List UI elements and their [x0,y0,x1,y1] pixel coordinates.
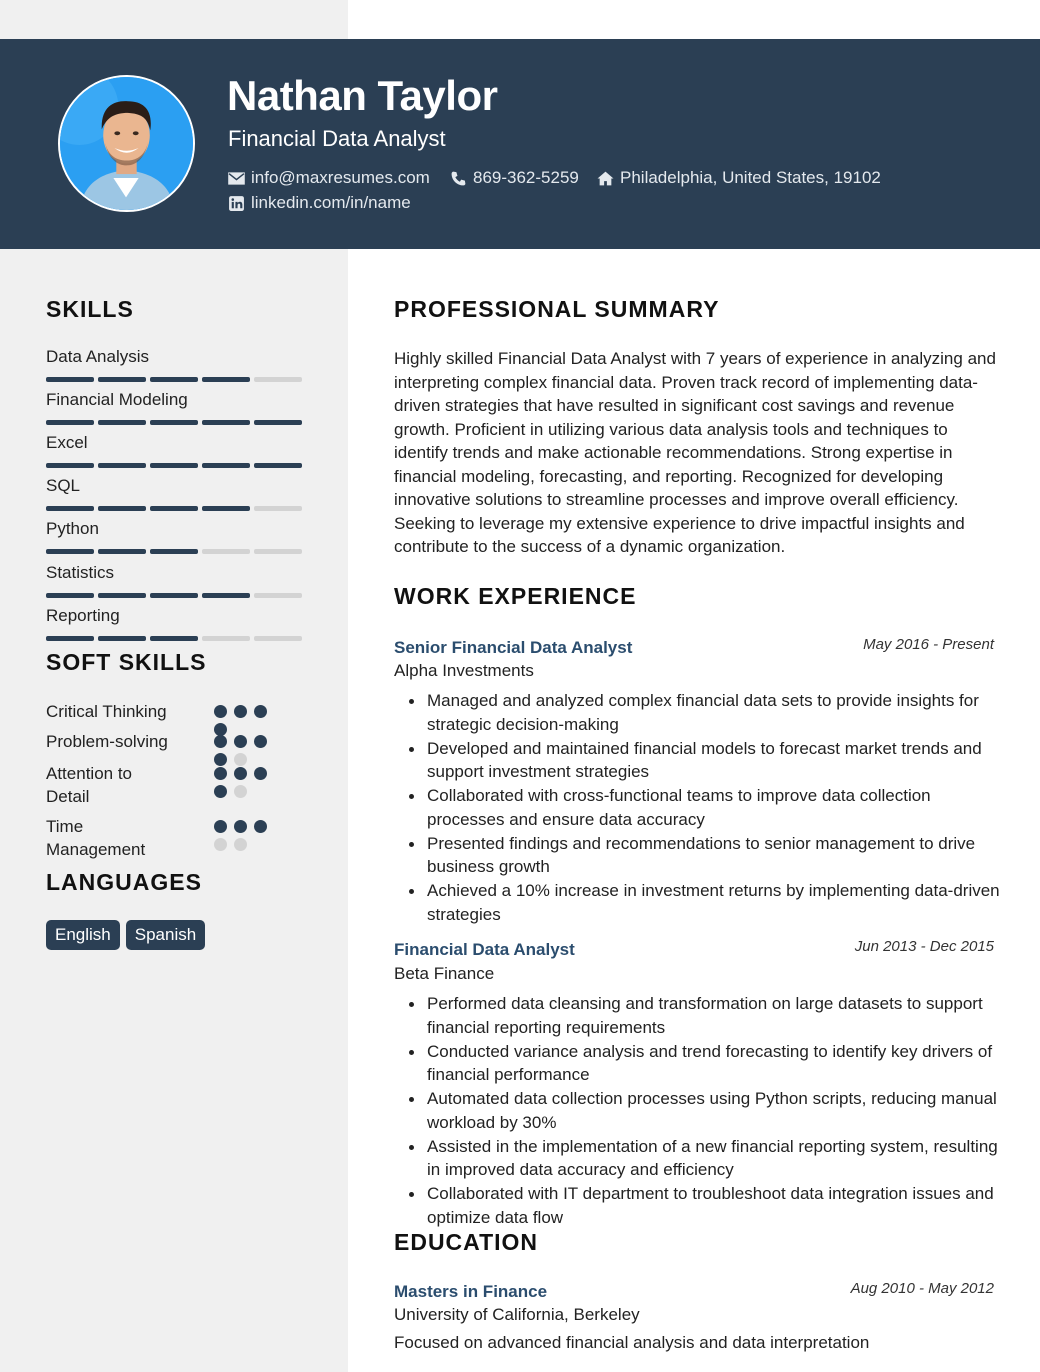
skill-label: Python [46,519,99,538]
rating-dot [254,820,267,833]
skill-level-segment [150,377,198,382]
job-bullets [407,689,1000,927]
skill-label: Data Analysis [46,347,149,366]
skill-label: Financial Modeling [46,390,188,409]
job-bullet: Achieved a 10% increase in investment returns by implementing data-driven strategies [407,879,1000,926]
skill-level-segment [150,506,198,511]
skill-level-segment [98,463,146,468]
skill-level-segment [98,549,146,554]
rating-dot [234,838,247,851]
job-company: Alpha Investments [394,661,534,680]
skill-label: SQL [46,476,81,495]
skill-level-segment [46,549,94,554]
rating-dot [254,735,267,748]
skill-level-segment [254,549,302,554]
linkedin-text: linkedin.com/in/name [251,193,411,212]
skill-level-segment [254,377,302,382]
linkedin-icon [228,195,245,212]
phone-text: 869-362-5259 [473,168,579,187]
job-bullet: Assisted in the implementation of a new financial reporting system, resulting in improved data accuracy and efficiency [407,1135,1000,1182]
job-bullet: Managed and analyzed complex financial data sets to provide insights for strategic decision-making [407,689,1000,736]
experience-heading: WORK EXPERIENCE [394,583,637,609]
home-icon [597,170,614,187]
phone-icon [450,170,467,187]
skill-level-segment [202,636,250,641]
skill-level-segment [254,506,302,511]
job-company: Beta Finance [394,964,495,983]
job-title: Senior Financial Data Analyst [394,638,633,657]
candidate-name: Nathan Taylor [227,72,498,119]
rating-dot [254,705,267,718]
skill-level-segment [254,463,302,468]
skill-level-bar [46,593,302,598]
skill-level-segment [46,636,94,641]
summary-heading: PROFESSIONAL SUMMARY [394,296,720,322]
skill-level-segment [254,636,302,641]
language-badge: English [46,920,120,950]
rating-dot [234,705,247,718]
rating-dot [214,753,227,766]
skill-level-segment [150,636,198,641]
skill-level-segment [254,593,302,598]
soft-skill-label: Attention to Detail [46,764,133,806]
job-bullet: Presented findings and recommendations to senior management to drive business growth [407,832,1000,879]
languages-heading: LANGUAGES [46,869,202,895]
school-name: University of California, Berkeley [394,1305,640,1324]
skill-level-segment [46,593,94,598]
summary-text: Highly skilled Financial Data Analyst with 7 years of experience in analyzing and interpreting complex financial data. Proven track record of implementing data-driven strategies that have resulted in significant cost savings and revenue growth. Proficient in utilizing various data analysis tools and techniques to identify trends and make actionable recommendations. Strong expertise in financial modeling, forecasting, and reporting. Recognized for developing innovative solutions to streamline processes and improve overall efficiency. Seeking to leverage my extensive experience to drive impactful insights and contribute to the success of a dynamic organization. [394,349,996,556]
soft-skill-rating [214,767,286,798]
skill-level-segment [202,593,250,598]
skill-level-bar [46,463,302,468]
soft-skill-label: Time Management [46,817,146,859]
skill-level-bar [46,506,302,511]
job-bullet: Automated data collection processes using Python scripts, reducing manual workload by 30% [407,1087,1000,1134]
rating-dot [234,767,247,780]
skill-level-segment [98,506,146,511]
skill-level-segment [202,377,250,382]
location-text: Philadelphia, United States, 19102 [620,168,881,187]
skill-label: Statistics [46,563,115,582]
skill-level-segment [202,506,250,511]
soft-skill-label: Critical Thinking [46,702,167,721]
skill-level-segment [98,636,146,641]
rating-dot [234,735,247,748]
job-bullet: Conducted variance analysis and trend forecasting to identify key drivers of financial performance [407,1040,1000,1087]
job-dates: May 2016 - Present [863,636,994,653]
rating-dot [214,767,227,780]
skill-level-segment [46,420,94,425]
email-contact[interactable] [228,168,430,188]
education-dates: Aug 2010 - May 2012 [850,1280,994,1297]
soft-skill-rating [214,820,286,851]
job-bullets [407,992,1000,1230]
linkedin-contact[interactable] [228,193,411,213]
rating-dot [214,735,227,748]
skills-heading: SKILLS [46,296,134,322]
soft-skills-heading: SOFT SKILLS [46,649,207,675]
skill-level-segment [98,420,146,425]
skill-level-segment [150,463,198,468]
skill-level-bar [46,636,302,641]
education-heading: EDUCATION [394,1229,539,1255]
profile-photo [58,75,195,212]
skill-level-segment [202,549,250,554]
soft-skill-rating [214,705,286,736]
skill-level-bar [46,377,302,382]
rating-dot [214,820,227,833]
envelope-icon [228,170,245,187]
skill-level-bar [46,549,302,554]
languages-list [46,920,205,950]
soft-skill-rating [214,735,286,766]
education-description: Focused on advanced financial analysis and data interpretation [394,1333,870,1352]
rating-dot [214,705,227,718]
rating-dot [214,785,227,798]
job-bullet: Collaborated with IT department to troubleshoot data integration issues and optimize data flow [407,1182,1000,1229]
skill-level-segment [202,463,250,468]
job-bullet: Developed and maintained financial models to forecast market trends and support investment strategies [407,737,1000,784]
skill-level-segment [254,420,302,425]
skill-level-segment [202,420,250,425]
language-badge: Spanish [126,920,205,950]
skill-level-segment [46,463,94,468]
rating-dot [234,785,247,798]
job-dates: Jun 2013 - Dec 2015 [854,938,994,955]
skill-label: Excel [46,433,88,452]
skill-level-bar [46,420,302,425]
skill-label: Reporting [46,606,120,625]
skill-level-segment [98,377,146,382]
job-title: Financial Data Analyst [394,940,575,959]
skill-level-segment [46,506,94,511]
skill-level-segment [150,549,198,554]
degree-title: Masters in Finance [394,1282,548,1301]
skill-level-segment [46,377,94,382]
rating-dot [234,820,247,833]
soft-skill-label: Problem-solving [46,732,168,751]
location-contact [597,168,881,188]
job-bullet: Collaborated with cross-functional teams to improve data collection processes and ensure data accuracy [407,784,1000,831]
rating-dot [214,838,227,851]
skill-level-segment [150,420,198,425]
skill-level-segment [98,593,146,598]
rating-dot [234,753,247,766]
email-text: info@maxresumes.com [251,168,430,187]
job-bullet: Performed data cleansing and transformation on large datasets to support financial reporting requirements [407,992,1000,1039]
rating-dot [254,767,267,780]
phone-contact[interactable] [450,168,579,188]
candidate-title: Financial Data Analyst [228,126,446,151]
skill-level-segment [150,593,198,598]
